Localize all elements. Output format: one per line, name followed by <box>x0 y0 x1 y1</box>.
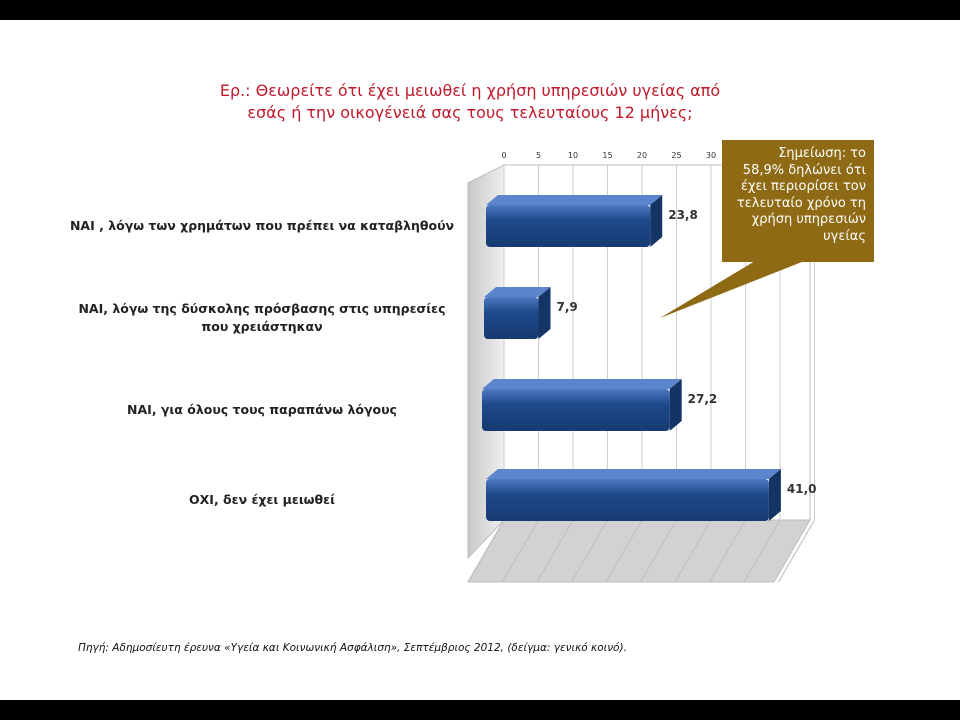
category-label-line: που χρειάστηκαν <box>201 319 323 334</box>
category-label <box>62 217 462 235</box>
callout-line: έχει περιορίσει τον <box>740 179 866 194</box>
bar-top-face <box>482 379 682 389</box>
bottom-black-band <box>0 700 960 720</box>
bar <box>486 205 650 247</box>
data-label: 7,9 <box>556 300 578 314</box>
callout-line: Σημείωση: το <box>778 146 866 161</box>
category-label-line: ΝΑΙ, για όλους τους παραπάνω λόγους <box>127 402 397 417</box>
x-tick-label: 15 <box>602 151 613 160</box>
x-tick-label: 5 <box>535 151 542 160</box>
source-note: Πηγή: Αδημοσίευτη έρευνα «Υγεία και Κοινωνική Ασφάλιση», Σεπτέμβριος 2012, (δείγμα: γενικό κοινό). <box>78 642 627 654</box>
category-label <box>62 300 462 336</box>
x-tick-label: 30 <box>705 151 717 160</box>
x-tick-label: 10 <box>567 151 579 160</box>
data-label: 27,2 <box>687 392 718 406</box>
data-label: 41,0 <box>786 482 817 496</box>
category-label-line: ΝΑΙ , λόγω των χρημάτων που πρέπει να καταβληθούν <box>69 218 455 233</box>
data-label: 23,8 <box>668 208 698 222</box>
bar-top-face <box>486 469 781 479</box>
x-tick-label: 0 <box>501 151 507 160</box>
note-callout <box>722 140 874 262</box>
chart-floor <box>468 520 810 582</box>
callout-line: τελευταίο χρόνο τη <box>736 195 866 211</box>
bar <box>484 297 539 339</box>
bar <box>482 389 670 431</box>
x-tick-label: 25 <box>671 151 682 160</box>
x-tick-label: 20 <box>636 151 648 160</box>
chart-title-line-2: εσάς ή την οικογένειά σας τους τελευταίους 12 μήνες; <box>247 103 693 122</box>
callout-line: χρήση υπηρεσιών <box>751 212 866 227</box>
category-label <box>62 401 462 419</box>
callout-line: 58,9% δηλώνει ότι <box>742 162 866 178</box>
category-label-line: ΝΑΙ, λόγω της δύσκολης πρόσβασης στις υπηρεσίες <box>78 301 446 316</box>
callout-line: υγείας <box>823 228 866 244</box>
bar <box>486 479 769 521</box>
bar-top-face <box>486 195 662 205</box>
category-label-line: ΟΧΙ, δεν έχει μειωθεί <box>189 492 335 507</box>
category-label <box>62 491 462 509</box>
chart-title-line-1: Ερ.: Θεωρείτε ότι έχει μειωθεί η χρήση υπηρεσιών υγείας από <box>219 81 721 100</box>
